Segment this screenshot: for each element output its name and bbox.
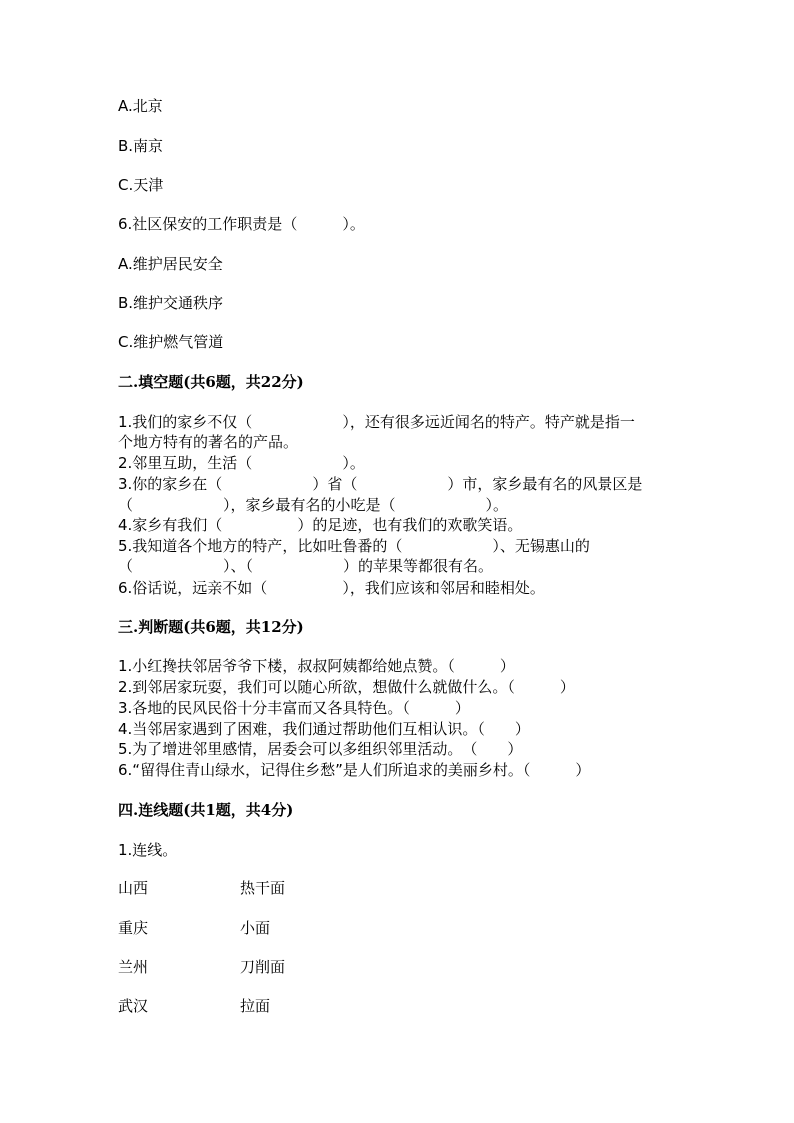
judge-line-5: 5.为了增进邻里感情，居委会可以多组织邻里活动。 （ ） (118, 740, 523, 758)
judge-line-1: 1.小红搀扶邻居爷爷下楼，叔叔阿姨都给她点赞。（ ） (118, 657, 515, 675)
judge-line-3: 3.各地的民风民俗十分丰富而又各具特色。（ ） (118, 699, 470, 717)
q6-option-a: A.维护居民安全 (118, 255, 223, 273)
fill-line-6: 4.家乡有我们（ ）的足迹，也有我们的欢歌笑语。 (118, 516, 523, 534)
q6-option-b: B.维护交通秩序 (118, 294, 224, 312)
fill-line-7: 5.我知道各个地方的特产，比如吐鲁番的（ ）、无锡惠山的 (118, 537, 590, 555)
section3-heading: 三.判断题(共6题，共12分) (118, 618, 304, 636)
judge-line-6: 6.“留得住青山绿水，记得住乡愁”是人们所追求的美丽乡村。（ ） (118, 761, 591, 779)
match-right-3: 刀削面 (240, 958, 286, 976)
fill-line-8: （ ）、（ ）的苹果等都很有名。 (118, 557, 494, 575)
match-right-4: 拉面 (240, 997, 271, 1015)
match-left-4: 武汉 (118, 997, 149, 1015)
match-left-2: 重庆 (118, 919, 149, 937)
fill-line-4: 3.你的家乡在（ ）省（ ）市，家乡最有名的风景区是 (118, 475, 643, 493)
fill-line-2: 个地方特有的著名的产品。 (118, 433, 299, 451)
q5-option-a: A.北京 (118, 97, 163, 115)
fill-line-9: 6.俗话说，远亲不如（ ），我们应该和邻居和睦相处。 (118, 579, 545, 597)
section4-heading: 四.连线题(共1题，共4分) (118, 801, 294, 819)
match-right-2: 小面 (240, 919, 271, 937)
q6-stem: 6.社区保安的工作职责是（ ）。 (118, 215, 365, 233)
match-question: 1.连线。 (118, 841, 178, 859)
section2-heading: 二.填空题(共6题，共22分) (118, 373, 304, 391)
q5-option-c: C.天津 (118, 176, 164, 194)
fill-line-5: （ ），家乡最有名的小吃是（ ）。 (118, 496, 509, 514)
fill-line-3: 2.邻里互助，生活（ ）。 (118, 454, 365, 472)
match-right-1: 热干面 (240, 879, 286, 897)
q5-option-b: B.南京 (118, 137, 164, 155)
match-left-3: 兰州 (118, 958, 149, 976)
judge-line-4: 4.当邻居家遇到了困难，我们通过帮助他们互相认识。（ ） (118, 720, 530, 738)
match-left-1: 山西 (118, 879, 149, 897)
judge-line-2: 2.到邻居家玩耍，我们可以随心所欲，想做什么就做什么。（ ） (118, 678, 575, 696)
fill-line-1: 1.我们的家乡不仅（ ），还有很多远近闻名的特产。特产就是指一 (118, 413, 635, 431)
q6-option-c: C.维护燃气管道 (118, 333, 224, 351)
